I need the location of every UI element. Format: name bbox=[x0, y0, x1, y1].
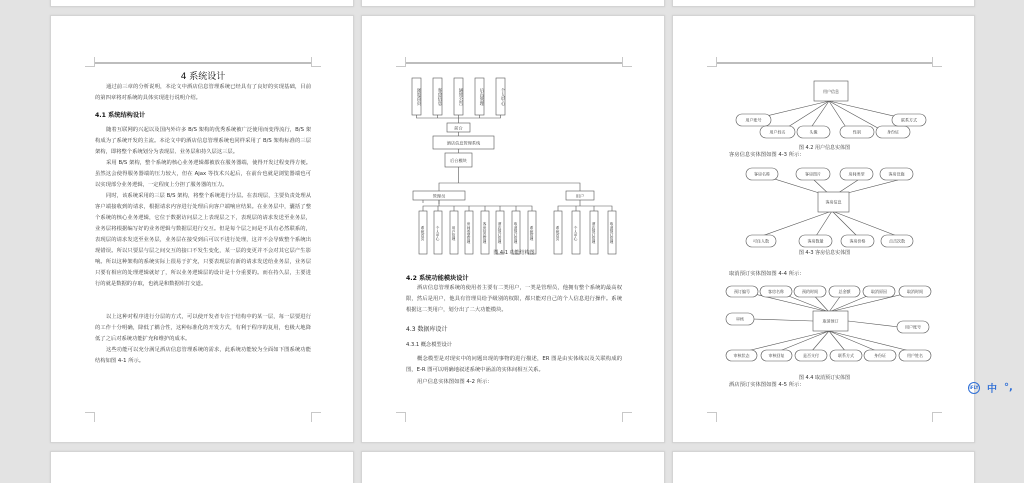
svg-text:客房设施: 客房设施 bbox=[888, 171, 905, 177]
svg-text:取消预订: 取消预订 bbox=[822, 318, 839, 324]
body-paragraph: 概念模型是对现实中的问题出现的事物的进行描述，ER 图是由实体线以及关联构成的图，E-R 图可以明确地叙述系统中涵盖的实体间相互关系。 bbox=[406, 356, 622, 373]
margin-corner bbox=[396, 412, 406, 422]
diagram-leaf: 系统首页 bbox=[556, 225, 560, 241]
svg-text:客房数量: 客房数量 bbox=[807, 238, 824, 244]
margin-corner bbox=[622, 412, 632, 422]
body-paragraph: 酒店预订实体图如图 4-5 所示： bbox=[729, 382, 805, 388]
diagram-node: 浏览首页 bbox=[416, 88, 421, 106]
svg-text:审核回复: 审核回复 bbox=[768, 353, 785, 358]
svg-text:取消时间: 取消时间 bbox=[907, 289, 923, 294]
svg-text:总金额: 总金额 bbox=[838, 289, 851, 294]
body-paragraph: 用户信息实体图如图 4-2 所示： bbox=[417, 379, 493, 385]
header-rule bbox=[95, 62, 311, 64]
page-prev-1 bbox=[50, 0, 354, 7]
svg-text:客房信息: 客房信息 bbox=[825, 199, 842, 205]
diagram-leaf: 系统首页 bbox=[421, 225, 425, 241]
svg-text:用户姓名: 用户姓名 bbox=[907, 353, 923, 358]
body-paragraph: 同时，该系统采用的三层 B/S 架构，将整个系统进行分层。在表现层，主要负责处理从客户端接收到的请求，根据请求内容进行处理后向客户端响应结果。在业务层中，囊括了整个系统的核心业务逻辑，它位于数据访问层之上表现层之下，表现层的请求发送至业务层，业务层将根据编写好的业务逻辑与数据层进行交互。但是每个层之间是不具有必然联系的，表现层的请求发送至业务层，业务层在接受到后可以不进行处理，这并不会导致整个系统出现错误。所以只要层与层之间交互的接口不发生变化，某一层的变更并不会对其它层产生影响。所以这种架构的系统实际上很易于扩充，只要表现层有新的请求发送给业务层，业务层只要有相应的处理逻辑就好了，所以业务逻辑层的设计是十分重要的。而在持久层，主要进行的就是数据的存取，也就是和数据库打交道。 bbox=[95, 193, 311, 287]
diagram-leaf: 用户管理 bbox=[452, 225, 456, 241]
body-paragraph: 取消预订实体图如图 4-4 所示： bbox=[729, 271, 805, 277]
svg-text:头像: 头像 bbox=[809, 129, 818, 135]
figure-caption: 图 4-3 客房信息实体图 bbox=[798, 250, 851, 256]
svg-text:房间类型: 房间类型 bbox=[848, 171, 865, 177]
figure-caption: 图 4.2 用户信息实体图 bbox=[798, 145, 851, 151]
diagram-leaf: 酒店预订管理 bbox=[498, 222, 502, 244]
svg-text:点击次数: 点击次数 bbox=[889, 238, 905, 244]
svg-text:审核状态: 审核状态 bbox=[733, 353, 750, 358]
diagram-leaf: 房间类型管理 bbox=[467, 222, 471, 244]
svg-text:性别: 性别 bbox=[853, 129, 861, 135]
svg-text:客房图片: 客房图片 bbox=[805, 171, 821, 177]
svg-text:前台: 前台 bbox=[454, 125, 463, 131]
body-paragraph: 随着互联网的兴起以及国内外许多 B/S 架构的优秀系统被广泛使用而变得流行，B/S 架构成为了系统开发的主流。本论文中的酒店信息管理系统也同样采用了 B/S 架构标准的三层架构，即将整个系统划分为表现层、业务层和持久层这三层。 bbox=[95, 127, 311, 155]
diagram-leaf: 取消预订管理 bbox=[514, 222, 518, 244]
margin-corner bbox=[311, 412, 321, 422]
ime-punctuation-toggle[interactable]: °, bbox=[1004, 381, 1013, 393]
diagram-leaf: 个人中心 bbox=[436, 225, 440, 241]
page-prev-3 bbox=[672, 0, 975, 7]
ime-language-toggle[interactable]: 中 bbox=[987, 384, 997, 395]
diagram-node: 通知公告 bbox=[458, 88, 463, 106]
margin-corner bbox=[85, 57, 95, 67]
body-paragraph: 这些功能可以充分满足酒店信息管理系统的需求，此系统功能较为全面如下图系统功能结构如图 4-1 所示。 bbox=[95, 347, 311, 364]
body-paragraph: 客房信息实体图如图 4-3 所示： bbox=[729, 152, 805, 158]
svg-text:可住人数: 可住人数 bbox=[753, 238, 769, 244]
ime-toolbar[interactable] bbox=[968, 380, 1013, 395]
diagram-leaf: 取消预订管理 bbox=[610, 222, 614, 244]
svg-text:是否支付: 是否支付 bbox=[803, 353, 819, 358]
page-prev-2 bbox=[361, 0, 665, 7]
section-heading: 4.3 数据库设计 bbox=[406, 326, 448, 333]
diagram-node: 客房信息 bbox=[437, 88, 442, 106]
diagram-node: 个人中心 bbox=[500, 88, 505, 106]
section-heading: 4.1 系统结构设计 bbox=[95, 112, 146, 119]
svg-text:管理员: 管理员 bbox=[432, 193, 446, 199]
body-paragraph: 以上这种对程序进行分层的方式，可以使开发者专注于结构中的某一层，每一层要进行的工作十分明确，降低了耦合性，这种标准化的开发方式，有利于程序的复用，也极大地降低了之后对系统功能扩充和维护的成本。 bbox=[95, 314, 311, 342]
svg-text:用户: 用户 bbox=[575, 193, 585, 199]
diagram-leaf: 个人中心 bbox=[574, 225, 578, 241]
svg-text:酒店信息管理系统: 酒店信息管理系统 bbox=[446, 140, 481, 146]
margin-corner bbox=[311, 57, 321, 67]
figure-caption: 图 4-1 功能结构图 bbox=[493, 250, 535, 256]
svg-text:用户账号: 用户账号 bbox=[745, 117, 762, 123]
subsection-heading: 4.3.1 概念模型设计 bbox=[406, 342, 452, 348]
document-page-2 bbox=[361, 15, 665, 443]
diagram-leaf: 客房信息管理 bbox=[483, 222, 487, 244]
svg-text:取消原因: 取消原因 bbox=[871, 289, 887, 294]
svg-text:客房价格: 客房价格 bbox=[849, 238, 866, 244]
svg-text:后台模块: 后台模块 bbox=[450, 158, 467, 163]
diagram-leaf: 系统管理 bbox=[530, 225, 534, 241]
body-paragraph: 酒店信息管理系统的使用者主要有二类用户，一类是管理员，他拥有整个系统的最高权限，然后是用户，他具有管理员给予级别的权限，都只能对自己的个人信息进行操作。系统根据这二类用户，划分出了二大功能模块。 bbox=[406, 285, 622, 313]
svg-text:用户姓名: 用户姓名 bbox=[769, 129, 786, 135]
svg-text:联系方式: 联系方式 bbox=[901, 117, 917, 123]
chapter-title: 4 系统设计 bbox=[180, 72, 226, 82]
page-next-3 bbox=[672, 451, 975, 483]
svg-text:预约时间: 预约时间 bbox=[802, 289, 818, 294]
svg-text:用户账号: 用户账号 bbox=[905, 324, 921, 330]
diagram-leaf: 酒店预订管理 bbox=[592, 222, 596, 244]
page-next-1 bbox=[50, 451, 354, 483]
figure-caption: 图 4.4 取消预订实体图 bbox=[798, 375, 851, 381]
ime-logo-icon[interactable]: iFLY bbox=[968, 382, 980, 394]
svg-text:客房名称: 客房名称 bbox=[754, 171, 770, 177]
svg-text:预订编号: 预订编号 bbox=[734, 289, 750, 294]
page-next-2 bbox=[361, 451, 665, 483]
svg-text:联系方式: 联系方式 bbox=[838, 353, 854, 358]
margin-corner bbox=[85, 412, 95, 422]
svg-text:用户信息: 用户信息 bbox=[823, 89, 839, 94]
section-heading: 4.2 系统功能模块设计 bbox=[406, 275, 469, 282]
intro-paragraph: 通过前三章的分析说明，本论文中酒店信息管理系统已经具有了良好的实现基础，目前的第四章将对系统的具体实现进行说明介绍。 bbox=[95, 84, 311, 101]
svg-text:客房名称: 客房名称 bbox=[768, 289, 784, 294]
body-paragraph: 采用 B/S 架构，整个系统的核心业务逻辑都被放在服务器端，使得开发过程变得方便。虽然这会使得服务器端的压力较大，但在 Ajax 等技术兴起后，在前台也就是浏览器端也可以实现部分业务逻辑，一定程度上分担了服务器的压力。 bbox=[95, 160, 311, 188]
svg-text:身份证: 身份证 bbox=[874, 353, 886, 358]
svg-text:身份证: 身份证 bbox=[887, 129, 899, 135]
document-page-1 bbox=[50, 15, 354, 443]
document-page-3 bbox=[672, 15, 975, 443]
svg-text:审核: 审核 bbox=[736, 316, 744, 322]
diagram-node: 后台管理 bbox=[479, 88, 484, 106]
